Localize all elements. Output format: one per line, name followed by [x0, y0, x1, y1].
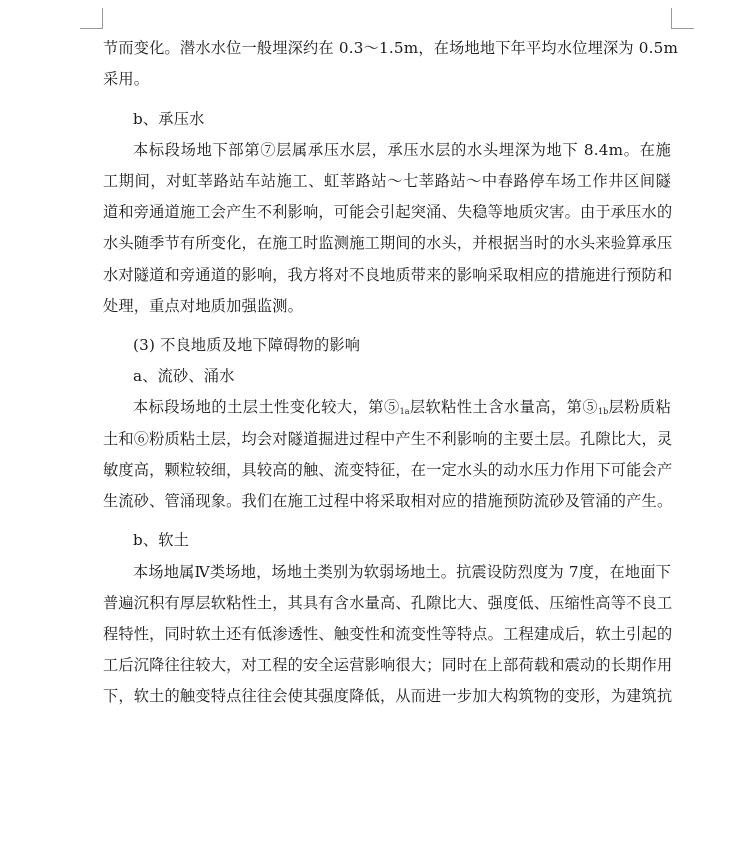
margin-marker-top-right: [671, 8, 694, 29]
margin-marker-top-left: [80, 8, 103, 29]
paragraph-line: 处理，重点对地质加强监测。: [103, 296, 304, 315]
layer-subscript: 1a: [399, 407, 410, 417]
subheading-quicksand: a、流砂、涌水: [133, 367, 235, 386]
paragraph-line: 程特性，同时软土还有低渗透性、触变性和流变性等特点。工程建成后，软土引起的: [103, 624, 673, 643]
paragraph-line: 水对隧道和旁通道的影响，我方将对不良地质带来的影响采取相应的措施进行预防和: [103, 265, 673, 284]
paragraph-line: 节而变化。潜水水位一般埋深约在 0.3～1.5m，在场地地下年平均水位埋深为 0.5m: [103, 39, 679, 57]
paragraph-line: 水头随季节有所变化，在施工时监测施工期间的水头，并根据当时的水头来验算承压: [103, 234, 673, 253]
subheading-confined-water: b、承压水: [133, 109, 205, 128]
paragraph-line: 敏度高，颗粒较细，具较高的触、流变特征，在一定水头的动水压力作用下可能会产: [103, 460, 673, 479]
paragraph-line: 土和⑥粉质粘土层，均会对隧道掘进过程中产生不利影响的主要土层。孔隙比大，灵: [103, 429, 673, 448]
paragraph-line: [103, 392, 671, 423]
paragraph-line: 生流砂、管涌现象。我们在施工过程中将采取相对应的措施预防流砂及管涌的产生。: [103, 492, 673, 510]
document-body: [103, 33, 679, 713]
paragraph-line: 普遍沉积有厚层软粘性土，其具有含水量高、孔隙比大、强度低、压缩性高等不良工: [103, 593, 673, 612]
paragraph-line: 本场地属Ⅳ类场地，场地土类别为软弱场地土。抗震设防烈度为 7度，在地面下: [133, 562, 672, 581]
text-run: 本标段场地的土层土性变化较大，第⑤: [133, 398, 400, 417]
text-run: 层软粘性土含水量高，第⑤: [409, 398, 599, 417]
text-run: 层粉质粘: [608, 398, 671, 417]
paragraph-line: 道和旁通道施工会产生不利影响，可能会引起突涌、失稳等地质灾害。由于承压水的: [103, 203, 673, 222]
paragraph-line: 工后沉降往往较大，对工程的安全运营影响很大；同时在上部荷载和震动的长期作用: [103, 656, 673, 675]
section-heading-adverse-geology: (3) 不良地质及地下障碍物的影响: [133, 336, 361, 355]
layer-subscript: 1b: [598, 407, 609, 417]
subheading-soft-soil: b、软土: [133, 531, 190, 550]
paragraph-line: 下，软土的触变特点往往会使其强度降低，从而进一步加大构筑物的变形，为建筑抗: [103, 687, 673, 706]
paragraph-line: 采用。: [103, 70, 150, 89]
paragraph-line: 本标段场地下部第⑦层属承压水层，承压水层的水头埋深为地下 8.4m。在施: [133, 140, 671, 159]
paragraph-line: 工期间，对虹莘路站车站施工、虹莘路站～七莘路站～中春路停车场工作井区间隧: [103, 171, 671, 190]
